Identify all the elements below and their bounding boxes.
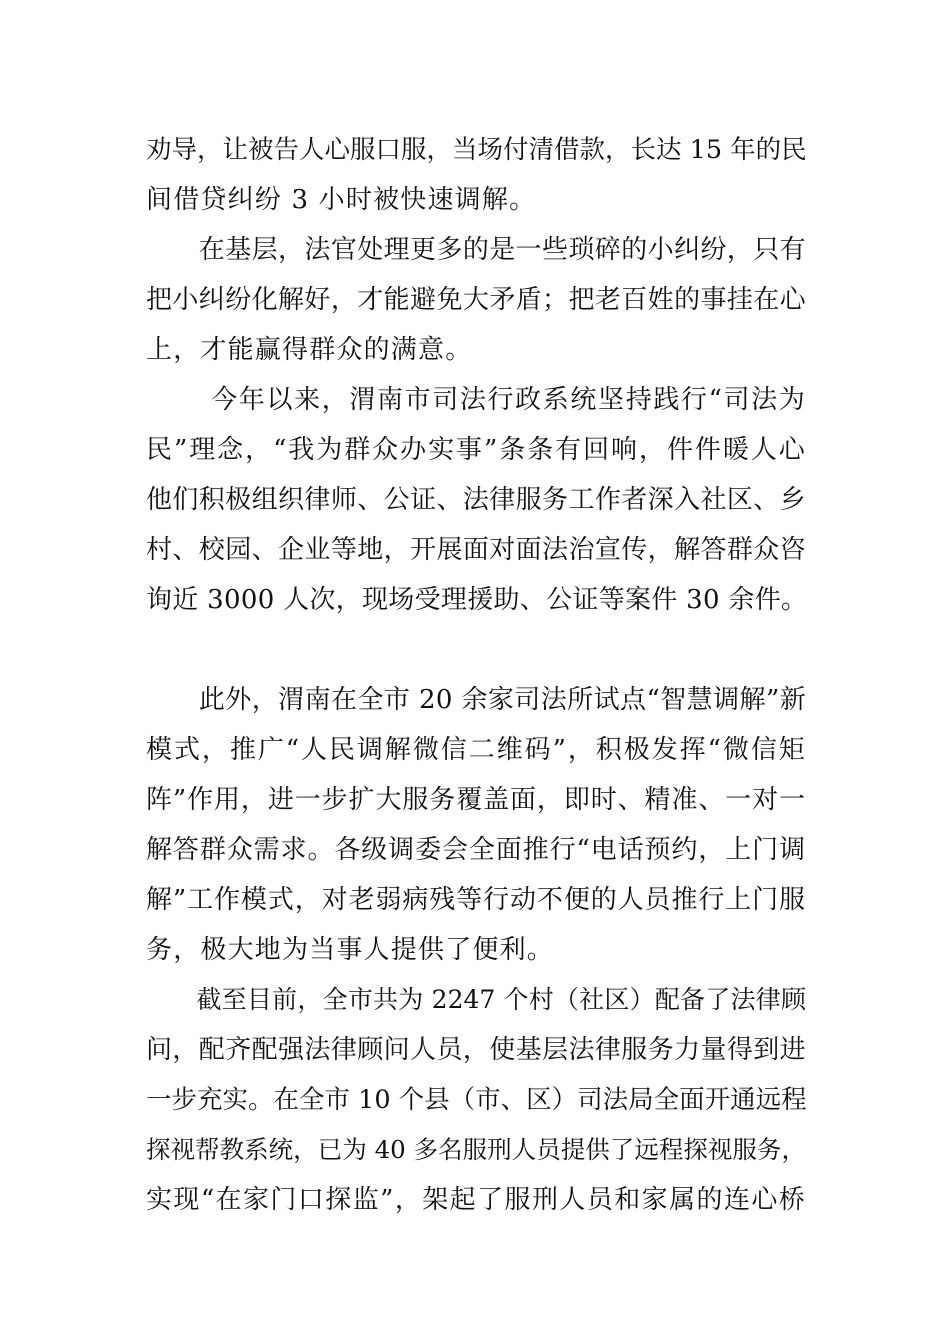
text-line: 阵”作用，进一步扩大服务覆盖面，即时、精准、一对一: [146, 785, 806, 815]
text-line: 把小纠纷化解好，才能避免大矛盾；把老百姓的事挂在心: [146, 285, 806, 315]
text-line: 上，才能赢得群众的满意。: [146, 335, 473, 365]
text-line: 民”理念，“我为群众办实事”条条有回响，件件暖人心: [146, 435, 806, 465]
text-line: 村、校园、企业等地，开展面对面法治宣传，解答群众咨: [146, 535, 806, 565]
text-line: 解”工作模式，对老弱病残等行动不便的人员推行上门服: [146, 885, 806, 915]
text-line: 询近 3000 人次，现场受理援助、公证等案件 30 余件。: [146, 585, 808, 615]
text-line: 务，极大地为当事人提供了便利。: [146, 935, 555, 965]
text-line: 实现“在家门口探监”，架起了服刑人员和家属的连心桥: [146, 1185, 806, 1215]
text-line: 一步充实。在全市 10 个县（市、区）司法局全面开通远程: [146, 1085, 807, 1115]
text-line: 模式，推广“人民调解微信二维码”，积极发挥“微信矩: [146, 735, 806, 765]
text-line: 问，配齐配强法律顾问人员，使基层法律服务力量得到进: [146, 1035, 806, 1065]
text-line: 此外，渭南在全市 20 余家司法所试点“智慧调解”新: [146, 685, 806, 715]
text-line: 今年以来，渭南市司法行政系统坚持践行“司法为: [146, 385, 806, 415]
text-line: 截至目前，全市共为 2247 个村（社区）配备了法律顾: [146, 985, 806, 1014]
text-line: 他们积极组织律师、公证、法律服务工作者深入社区、乡: [146, 485, 806, 515]
text-line: 间借贷纠纷 3 小时被快速调解。: [146, 185, 537, 215]
text-line: 劝导，让被告人心服口服，当场付清借款，长达 15 年的民: [146, 135, 807, 165]
text-line: 解答群众需求。各级调委会全面推行“电话预约，上门调: [146, 835, 806, 865]
text-line: 在基层，法官处理更多的是一些琐碎的小纠纷，只有: [146, 235, 806, 265]
text-line: 探视帮教系统，已为 40 多名服刑人员提供了远程探视服务，: [146, 1135, 806, 1164]
